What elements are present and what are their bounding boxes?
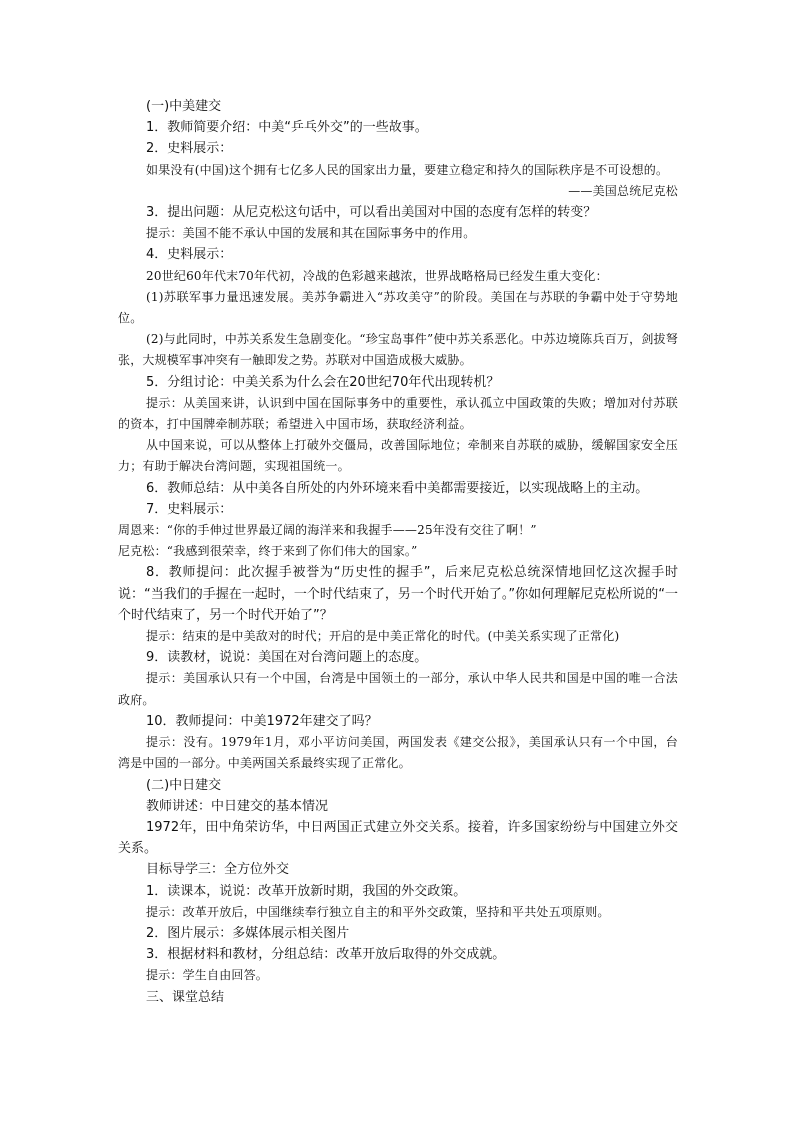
quote-attribution: ——美国总统尼克松: [568, 183, 678, 198]
hint-paragraph: 提示：学生自由回答。: [146, 968, 269, 983]
paragraph: 4．史料展示：: [146, 247, 233, 263]
hint-paragraph: 提示：美国不能不承认中国的发展和其在国际事务中的作用。: [146, 226, 476, 241]
paragraph: 5．分组讨论：中美关系为什么会在20世纪70年代出现转机？: [146, 374, 500, 390]
paragraph: 1．教师简要介绍：中美“乒乓外交”的一些故事。: [146, 120, 428, 136]
paragraph: 教师讲述：中日建交的基本情况: [146, 798, 329, 814]
hint-paragraph: 从中国来说，可以从整体上打破外交僵局，改善国际地位；牵制来自苏联的威胁，缓解国家安全压力；有助于解决台湾问题，实现祖国统一。: [118, 438, 678, 474]
hint-paragraph: 提示：美国承认只有一个中国，台湾是中国领土的一部分，承认中华人民共和国是中国的唯一合法政府。: [118, 671, 678, 707]
document-page: [118, 96, 678, 1008]
paragraph: 10．教师提问：中美1972年建交了吗？: [146, 713, 378, 729]
paragraph: 9．读教材，说说：美国在对台湾问题上的态度。: [146, 650, 428, 666]
section-heading: (二)中日建交: [146, 777, 222, 793]
section-heading: (一)中美建交: [146, 99, 222, 114]
paragraph: 2．图片展示：多媒体展示相关图片: [146, 925, 350, 941]
quote-paragraph: 如果没有(中国)这个拥有七亿多人民的国家出力量，要建立稳定和持久的国际秩序是不可设想的。: [146, 162, 669, 177]
hint-paragraph: 提示：改革开放后，中国继续奉行独立自主的和平外交政策，坚持和平共处五项原则。: [146, 904, 610, 919]
paragraph: 3．提出问题：从尼克松这句话中，可以看出美国对中国的态度有怎样的转变？: [146, 205, 597, 221]
quote-paragraph: 20世纪60年代末70年代初，冷战的色彩越来越浓，世界战略格局已经发生重大变化：: [146, 268, 608, 283]
paragraph: 8．教师提问：此次握手被誉为“历史性的握手”，后来尼克松总统深情地回忆这次握手时说：“当我们的手握在一起时，一个时代结束了，另一个时代开始了。”你如何理解尼克松所说的“一个时代结束了，另一个时代开始了”？: [118, 565, 678, 623]
section-heading: 三、课堂总结: [146, 989, 225, 1005]
quote-paragraph: (2)与此同时，中苏关系发生急剧变化。“珍宝岛事件”使中苏关系恶化。中苏边境陈兵百万，剑拔弩张，大规模军事冲突有一触即发之势。苏联对中国造成极大威胁。: [118, 332, 678, 368]
paragraph: 2．史料展示：: [146, 141, 233, 157]
hint-paragraph: 提示：结束的是中美敌对的时代；开启的是中美正常化的时代。(中美关系实现了正常化): [146, 629, 620, 644]
hint-paragraph: 提示：没有。1979年1月，邓小平访问美国，两国发表《建交公报》，美国承认只有一个中国，台湾是中国的一部分。中美两国关系最终实现了正常化。: [118, 735, 678, 771]
paragraph: 1．读课本，说说：改革开放新时期，我国的外交政策。: [146, 883, 467, 899]
hint-paragraph: 提示：从美国来讲，认识到中国在国际事务中的重要性，承认孤立中国政策的失败；增加对付苏联的资本，打中国牌牵制苏联；希望进入中国市场，获取经济利益。: [118, 395, 678, 432]
paragraph: 7．史料展示：: [146, 501, 233, 517]
quote-paragraph: (1)苏联军事力量迅速发展。美苏争霸进入“苏攻美守”的阶段。美国在与苏联的争霸中处于守势地位。: [118, 289, 678, 326]
section-heading: 目标导学三：全方位外交: [146, 862, 290, 878]
paragraph: 3．根据材料和教材，分组总结：改革开放后取得的外交成就。: [146, 947, 506, 963]
paragraph: 6．教师总结：从中美各自所处的内外环境来看中美都需要接近，以实现战略上的主动。: [146, 480, 649, 496]
quote-paragraph: 尼克松：“我感到很荣幸，终于来到了你们伟大的国家。”: [118, 544, 418, 559]
paragraph: 1972年，田中角荣访华，中日两国正式建立外交关系。接着，许多国家纷纷与中国建立外交关系。: [118, 819, 678, 857]
quote-paragraph: 周恩来：“你的手伸过世界最辽阔的海洋来和我握手——25年没有交往了啊！”: [118, 523, 537, 538]
